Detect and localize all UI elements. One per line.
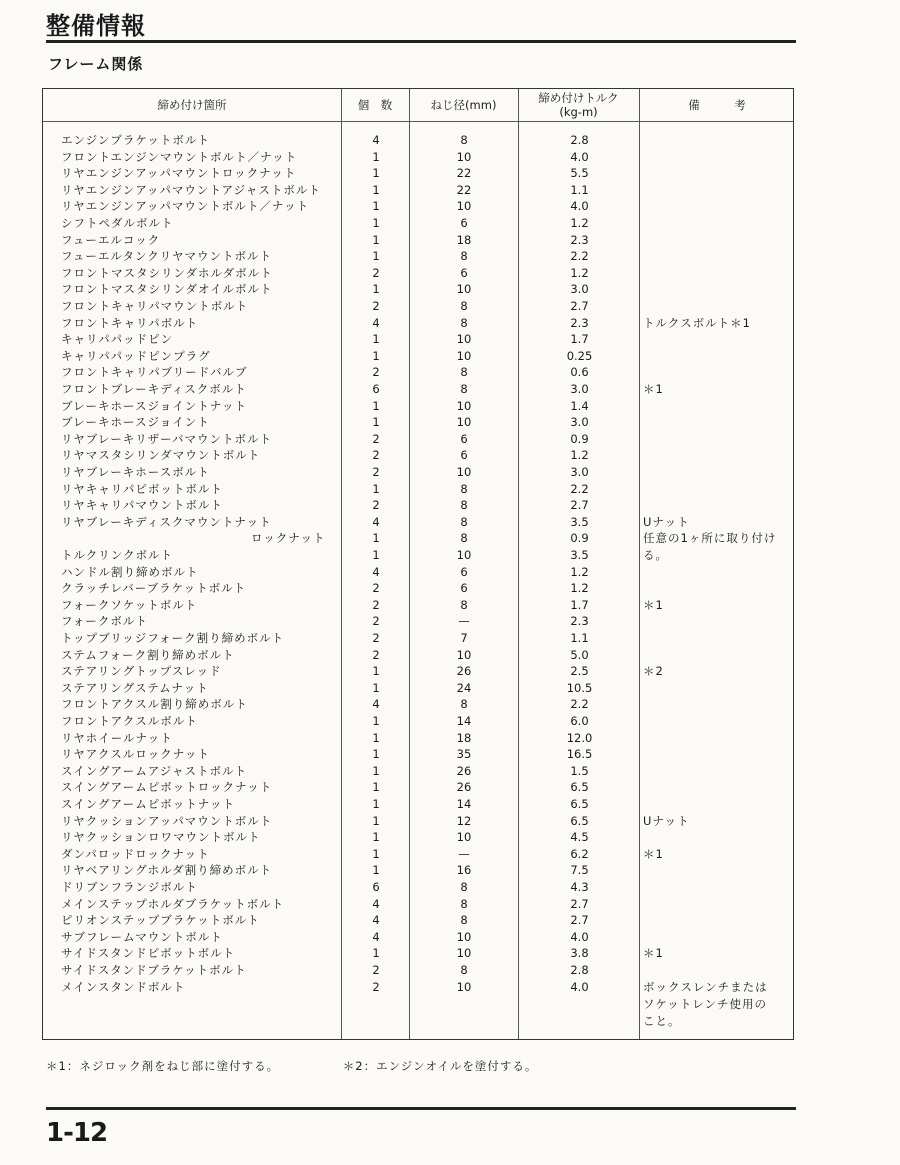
qty-cell: 4 [372, 929, 380, 944]
qty-cell: 1 [372, 216, 380, 230]
table-row [43, 730, 793, 747]
thread-cell: 8 [460, 597, 468, 612]
location-cell: ロックナット [251, 531, 326, 546]
torque-cell: 0.25 [566, 348, 593, 363]
remarks-cell: ＊1 [643, 382, 664, 396]
qty-cell: 1 [372, 548, 380, 562]
table-row [43, 165, 793, 182]
qty-cell: 1 [372, 830, 380, 845]
torque-cell: 2.7 [570, 299, 589, 313]
thread-cell: 8 [460, 963, 468, 977]
torque-cell: 0.9 [570, 531, 589, 546]
table-row [43, 497, 793, 514]
qty-cell: 4 [372, 514, 380, 529]
qty-cell: 2 [372, 365, 380, 380]
thread-cell: 18 [456, 232, 472, 247]
thread-cell: 8 [460, 365, 468, 380]
table-row [43, 912, 793, 929]
thread-cell: 10 [456, 199, 472, 214]
thread-cell: 22 [456, 182, 472, 197]
table-row [43, 198, 793, 215]
table-row [43, 846, 793, 863]
torque-cell: 2.3 [570, 315, 589, 330]
torque-cell: 6.5 [570, 797, 589, 811]
thread-cell: 18 [456, 730, 472, 745]
table-row [43, 132, 793, 149]
torque-cell: 4.0 [570, 199, 589, 214]
torque-cell: 2.2 [570, 697, 589, 712]
location-cell: ハンドル割り締めボルト [61, 564, 199, 579]
qty-cell: 1 [372, 182, 380, 197]
table-row [43, 265, 793, 282]
location-cell: リヤクッションロワマウントボルト [61, 830, 261, 845]
thread-cell: 10 [456, 946, 472, 961]
thread-cell: 10 [456, 548, 472, 562]
qty-cell: 1 [372, 249, 380, 264]
header-location: 締め付け箇所 [157, 98, 227, 112]
thread-cell: 8 [460, 382, 468, 396]
location-cell: フォークソケットボルト [61, 597, 198, 612]
table-row [43, 298, 793, 315]
torque-cell: 2.7 [570, 498, 589, 513]
torque-cell: 1.7 [570, 597, 589, 612]
thread-cell: 24 [456, 680, 472, 695]
qty-cell: 1 [372, 730, 380, 745]
location-cell: リヤブレーキディスクマウントナット [61, 514, 272, 529]
table-row [43, 680, 793, 697]
thread-cell: 7 [460, 631, 468, 645]
torque-cell: 1.2 [570, 216, 589, 230]
thread-cell: 6 [460, 265, 468, 280]
torque-cell: 2.7 [570, 896, 589, 911]
location-cell: ブレーキホースジョイント [61, 415, 210, 430]
table-row [43, 381, 793, 398]
qty-cell: 1 [372, 481, 380, 496]
header-divider [43, 121, 793, 122]
torque-cell: 10.5 [566, 680, 593, 695]
footnote-2: ＊2：エンジンオイルを塗付する。 [342, 1059, 538, 1073]
table-row [43, 862, 793, 879]
thread-cell: 8 [460, 498, 468, 513]
qty-cell: 2 [372, 498, 380, 513]
location-cell: フロントマスタシリンダホルダボルト [61, 265, 273, 280]
table-row [43, 481, 793, 498]
table-row [43, 896, 793, 913]
table-row [43, 215, 793, 232]
qty-cell: 2 [372, 299, 380, 313]
thread-cell: 10 [456, 979, 472, 994]
qty-cell: 1 [372, 531, 380, 546]
torque-cell: 5.5 [570, 166, 589, 181]
thread-cell: 8 [460, 531, 468, 546]
location-cell: フロントキャリパブリードバルブ [61, 365, 248, 380]
location-cell: リヤブレーキホースボルト [61, 465, 210, 479]
location-cell: スイングアームアジャストボルト [61, 763, 248, 778]
thread-cell: 26 [456, 780, 472, 795]
torque-cell: 2.3 [570, 232, 589, 247]
torque-table [42, 88, 794, 1040]
thread-cell: 6 [460, 431, 468, 446]
qty-cell: 1 [372, 149, 380, 164]
location-cell: リヤエンジンアッパマウントアジャストボルト [61, 182, 321, 197]
torque-cell: 3.0 [570, 415, 589, 430]
qty-cell: 4 [372, 564, 380, 579]
table-row [43, 431, 793, 448]
table-row [43, 398, 793, 415]
torque-cell: 1.2 [570, 564, 589, 579]
location-cell: ピリオンステップブラケットボルト [61, 913, 260, 928]
thread-cell: 8 [460, 697, 468, 712]
torque-cell: 6.5 [570, 813, 589, 828]
thread-cell: 14 [456, 797, 472, 811]
torque-cell: 2.3 [570, 614, 589, 629]
table-row [43, 630, 793, 647]
section-title: フレーム関係 [48, 55, 144, 73]
qty-cell: 2 [372, 597, 380, 612]
qty-cell: 2 [372, 647, 380, 662]
table-row [43, 713, 793, 730]
location-cell: サブフレームマウントボルト [61, 929, 223, 944]
torque-cell: 2.2 [570, 481, 589, 496]
torque-cell: 4.0 [570, 929, 589, 944]
location-cell: ダンパロッドロックナット [61, 846, 210, 861]
thread-cell: 8 [460, 896, 468, 911]
qty-cell: 1 [372, 946, 380, 961]
table-row [43, 647, 793, 664]
location-cell: リヤエンジンアッパマウントボルト／ナット [61, 199, 310, 214]
torque-cell: 2.5 [570, 664, 589, 679]
torque-cell: 3.5 [570, 514, 589, 529]
location-cell: フューエルタンクリヤマウントボルト [61, 249, 273, 264]
location-cell: サイドスタンドブラケットボルト [61, 963, 247, 977]
qty-cell: 2 [372, 963, 380, 977]
table-row [43, 248, 793, 265]
torque-cell: 12.0 [566, 730, 593, 745]
table-row [43, 580, 793, 597]
table-row [43, 796, 793, 813]
header-thread: ねじ径(mm) [430, 98, 497, 112]
table-row [43, 663, 793, 680]
table-row [43, 813, 793, 830]
location-cell: スイングアームピボットナット [61, 797, 235, 811]
remarks-cell: Uナット [643, 813, 690, 828]
qty-cell: 1 [372, 664, 380, 679]
qty-cell: 1 [372, 199, 380, 214]
qty-cell: 1 [372, 763, 380, 778]
qty-cell: 6 [372, 382, 380, 396]
thread-cell: 10 [456, 348, 472, 363]
table-row [43, 597, 793, 614]
torque-cell: 7.5 [570, 863, 589, 878]
location-cell: フロントマスタシリンダオイルボルト [61, 282, 273, 297]
thread-cell: 8 [460, 913, 468, 928]
table-row [43, 829, 793, 846]
table-row [43, 879, 793, 896]
qty-cell: 4 [372, 896, 380, 911]
location-cell: メインステップホルダブラケットボルト [61, 896, 285, 911]
thread-cell: 10 [456, 282, 472, 297]
location-cell: フューエルコック [61, 232, 161, 247]
qty-cell: 1 [372, 780, 380, 795]
table-row [43, 564, 793, 581]
thread-cell: 22 [456, 166, 472, 181]
table-row [43, 464, 793, 481]
remarks-cell: トルクスボルト＊1 [643, 315, 751, 330]
location-cell: キャリパパッドピン [61, 332, 174, 347]
torque-cell: 3.5 [570, 548, 589, 562]
table-row [43, 232, 793, 249]
torque-cell: 16.5 [566, 747, 593, 762]
qty-cell: 1 [372, 282, 380, 297]
thread-cell: 8 [460, 249, 468, 264]
torque-cell: 6.5 [570, 780, 589, 795]
location-cell: キャリパパッドピンプラグ [61, 348, 211, 363]
qty-cell: 1 [372, 863, 380, 878]
location-cell: リヤアクスルロックナット [61, 747, 210, 762]
torque-cell: 6.2 [570, 846, 589, 861]
thread-cell: 6 [460, 564, 468, 579]
torque-cell: 1.2 [570, 265, 589, 280]
torque-cell: 1.4 [570, 398, 589, 413]
torque-cell: 3.8 [570, 946, 589, 961]
location-cell: フロントエンジンマウントボルト／ナット [61, 149, 298, 164]
location-cell: シフトペダルボルト [61, 216, 174, 230]
table-row [43, 779, 793, 796]
thread-cell: 6 [460, 581, 468, 596]
qty-cell: 2 [372, 614, 380, 629]
thread-cell: — [458, 614, 470, 629]
location-cell: ステアリングステムナット [61, 680, 209, 695]
qty-cell: 4 [372, 697, 380, 712]
thread-cell: 8 [460, 880, 468, 894]
qty-cell: 2 [372, 979, 380, 994]
location-cell: フロントブレーキディスクボルト [61, 382, 247, 396]
torque-cell: 4.0 [570, 149, 589, 164]
location-cell: フロントキャリパマウントボルト [61, 299, 249, 313]
qty-cell: 4 [372, 315, 380, 330]
qty-cell: 2 [372, 631, 380, 645]
thread-cell: 10 [456, 929, 472, 944]
thread-cell: 10 [456, 415, 472, 430]
footnotes [46, 1058, 597, 1074]
torque-cell: 1.5 [570, 763, 589, 778]
thread-cell: 6 [460, 448, 468, 463]
qty-cell: 1 [372, 398, 380, 413]
qty-cell: 6 [372, 880, 380, 894]
table-row [43, 281, 793, 298]
torque-cell: 4.0 [570, 979, 589, 994]
torque-cell: 1.1 [570, 631, 589, 645]
qty-cell: 1 [372, 813, 380, 828]
table-row [43, 514, 793, 531]
page-number: 1-12 [46, 1118, 108, 1148]
header-qty: 個 数 [357, 98, 393, 112]
torque-cell: 1.2 [570, 581, 589, 596]
location-cell: ドリブンフランジボルト [61, 880, 198, 894]
location-cell: リヤブレーキリザーバマウントボルト [61, 431, 273, 446]
thread-cell: 26 [456, 763, 472, 778]
lock-nut-note: 任意の1ヶ所に取り付ける。 [643, 531, 777, 563]
location-cell: トップブリッジフォーク割り締めボルト [61, 631, 285, 645]
qty-cell: 1 [372, 797, 380, 811]
torque-cell: 2.8 [570, 963, 589, 977]
torque-cell: 0.9 [570, 431, 589, 446]
thread-cell: 10 [456, 647, 472, 662]
location-cell: フロントキャリパボルト [61, 315, 199, 330]
table-row [43, 364, 793, 381]
table-row [43, 182, 793, 199]
torque-cell: 1.1 [570, 182, 589, 197]
table-row [43, 746, 793, 763]
torque-cell: 3.0 [570, 382, 589, 396]
table-row [43, 149, 793, 166]
remarks-cell: ＊1 [643, 597, 664, 612]
torque-cell: 3.0 [570, 465, 589, 479]
remarks-cell: ＊1 [643, 846, 664, 861]
location-cell: フロントアクスル割り締めボルト [61, 697, 248, 712]
location-cell: リヤマスタシリンダマウントボルト [61, 448, 261, 463]
location-cell: リヤベアリングホルダ割り締めボルト [61, 863, 273, 878]
location-cell: リヤエンジンアッパマウントロックナット [61, 166, 297, 181]
qty-cell: 1 [372, 232, 380, 247]
thread-cell: 14 [456, 714, 472, 728]
torque-cell: 4.5 [570, 830, 589, 845]
torque-cell: 2.8 [570, 133, 589, 147]
location-cell: フォークボルト [61, 614, 148, 629]
thread-cell: 10 [456, 465, 472, 479]
location-cell: リヤキャリパピボットボルト [61, 481, 223, 496]
footnote-1: ＊1：ネジロック剤をねじ部に塗付する。 [46, 1059, 280, 1073]
qty-cell: 1 [372, 348, 380, 363]
torque-cell: 3.0 [570, 282, 589, 297]
location-cell: ステアリングトップスレッド [61, 664, 222, 679]
thread-cell: 8 [460, 514, 468, 529]
thread-cell: 8 [460, 315, 468, 330]
location-cell: エンジンブラケットボルト [61, 133, 210, 147]
table-row [43, 613, 793, 630]
table-row [43, 962, 793, 979]
thread-cell: — [458, 846, 470, 861]
thread-cell: 12 [456, 813, 472, 828]
location-cell: ステムフォーク割り締めボルト [61, 647, 235, 662]
thread-cell: 35 [456, 747, 472, 762]
page-header-title: 整備情報 [46, 12, 146, 40]
table-row [43, 315, 793, 332]
location-cell: リヤキャリパマウントボルト [61, 498, 223, 513]
qty-cell: 1 [372, 846, 380, 861]
table-row [43, 696, 793, 713]
qty-cell: 2 [372, 265, 380, 280]
table-row [43, 348, 793, 365]
torque-cell: 5.0 [570, 647, 589, 662]
thread-cell: 6 [460, 216, 468, 230]
location-cell: クラッチレバーブラケットボルト [61, 581, 247, 596]
qty-cell: 2 [372, 448, 380, 463]
stand-bolt-note: ボックスレンチまたは ソケットレンチ使用の こと。 [643, 979, 768, 1028]
torque-cell: 1.7 [570, 332, 589, 347]
torque-cell: 2.2 [570, 249, 589, 264]
location-cell: リヤクッションアッパマウントボルト [61, 813, 273, 828]
location-cell: スイングアームピボットロックナット [61, 780, 273, 795]
table-row [43, 929, 793, 946]
remarks-cell: ＊1 [643, 946, 664, 961]
torque-cell: 2.7 [570, 913, 589, 928]
torque-cell: 6.0 [570, 714, 589, 728]
location-cell: サイドスタンドピボットボルト [61, 946, 236, 961]
location-cell: リヤホイールナット [61, 730, 173, 745]
table-row [43, 414, 793, 431]
footer-rule [46, 1107, 796, 1110]
remarks-cell: Uナット [643, 514, 690, 529]
qty-cell: 4 [372, 133, 380, 147]
thread-cell: 10 [456, 149, 472, 164]
qty-cell: 1 [372, 747, 380, 762]
qty-cell: 1 [372, 415, 380, 430]
torque-cell: 4.3 [570, 880, 589, 894]
qty-cell: 1 [372, 166, 380, 181]
thread-cell: 8 [460, 481, 468, 496]
qty-cell: 4 [372, 913, 380, 928]
header-remarks: 備 考 [688, 98, 746, 112]
location-cell: トルクリンクボルト [61, 548, 174, 562]
table-row [43, 331, 793, 348]
qty-cell: 2 [372, 465, 380, 479]
header-torque: 締め付けトルク (kg-m) [538, 91, 619, 119]
qty-cell: 1 [372, 680, 380, 695]
thread-cell: 16 [456, 863, 472, 878]
header-rule [46, 40, 796, 43]
location-cell: メインスタンドボルト [61, 979, 186, 994]
thread-cell: 26 [456, 664, 472, 679]
table-row [43, 447, 793, 464]
torque-cell: 0.6 [570, 365, 589, 380]
location-cell: フロントアクスルボルト [61, 714, 198, 728]
qty-cell: 2 [372, 581, 380, 596]
qty-cell: 1 [372, 714, 380, 728]
table-row [43, 763, 793, 780]
qty-cell: 1 [372, 332, 380, 347]
table-row [43, 945, 793, 962]
thread-cell: 10 [456, 830, 472, 845]
remarks-cell: ＊2 [643, 664, 664, 679]
thread-cell: 8 [460, 299, 468, 313]
qty-cell: 2 [372, 431, 380, 446]
location-cell: ブレーキホースジョイントナット [61, 398, 248, 413]
thread-cell: 10 [456, 398, 472, 413]
thread-cell: 8 [460, 133, 468, 147]
thread-cell: 10 [456, 332, 472, 347]
torque-cell: 1.2 [570, 448, 589, 463]
